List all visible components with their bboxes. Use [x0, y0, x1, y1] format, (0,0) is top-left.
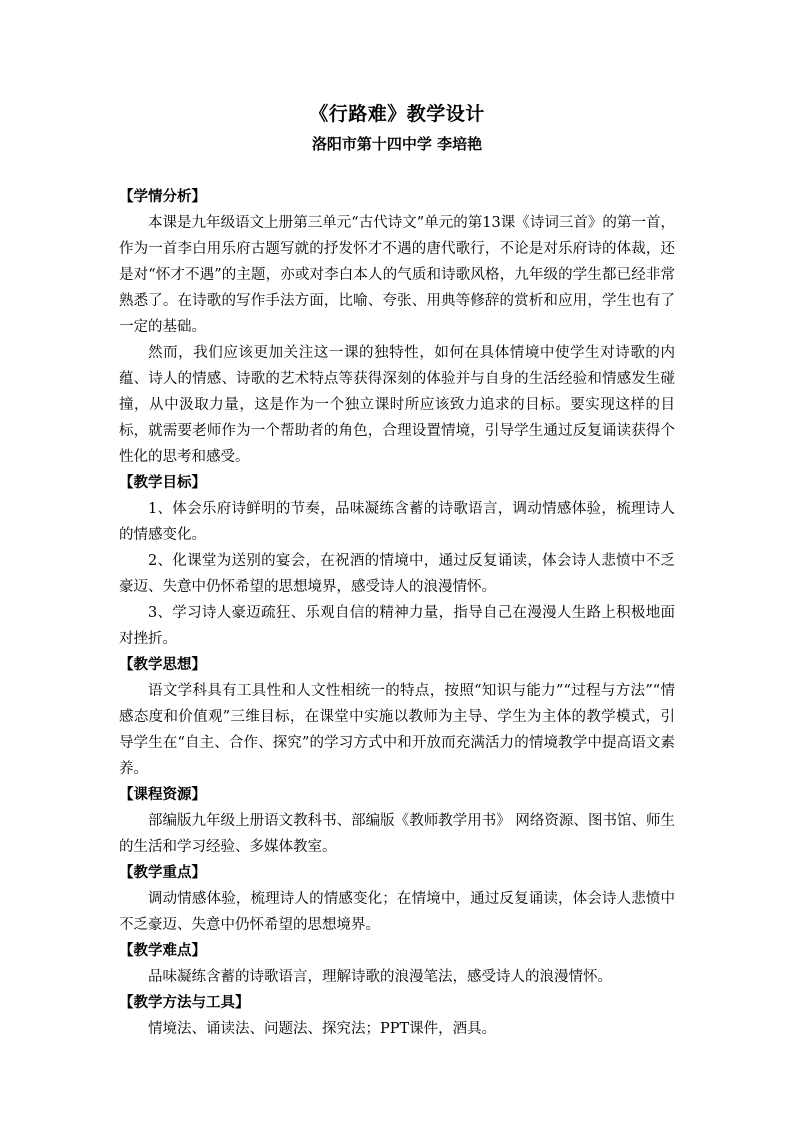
section-xueqing — [119, 184, 675, 470]
paragraph: 语文学科具有工具性和人文性相统一的特点，按照“知识与能力”“过程与方法”“情感态度和价值观”三维目标，在课堂中实施以教师为主导、学生为主体的教学模式，引导学生在“自主、合作、探究”的学习方式中和开放而充满活力的情境教学中提高语文素养。 — [119, 683, 675, 777]
section-heading: 【学情分析】 — [119, 188, 206, 205]
document-title: 《行路难》教学设计 — [309, 103, 485, 125]
paragraph: 情境法、诵读法、问题法、探究法；PPT课件，酒具。 — [148, 1021, 497, 1037]
section-mubiao — [119, 470, 675, 652]
document-body — [119, 184, 675, 1042]
section-sixiang — [119, 652, 675, 782]
section-nandian — [119, 938, 675, 990]
section-heading: 【教学方法与工具】 — [119, 994, 250, 1011]
section-ziyuan — [119, 782, 675, 860]
paragraph: 调动情感体验，梳理诗人的情感变化；在情境中，通过反复诵读，体会诗人悲愤中不乏豪迈、失意中仍怀希望的思想境界。 — [119, 891, 675, 933]
paragraph: 部编版九年级上册语文教科书、部编版《教师教学用书》 网络资源、图书馆、师生的生活和学习经验、多媒体教室。 — [119, 813, 675, 855]
section-fangfa — [119, 990, 675, 1042]
paragraph: 本课是九年级语文上册第三单元“古代诗文”单元的第13课《诗词三首》的第一首，作为一首李白用乐府古题写就的抒发怀才不遇的唐代歌行，不论是对乐府诗的体裁，还是对“怀才不遇”的主题，亦或对李白本人的气质和诗歌风格，九年级的学生都已经非常熟悉了。在诗歌的写作手法方面，比喻、夸张、用典等修辞的赏析和应用，学生也有了一定的基础。 — [119, 215, 675, 335]
paragraph: 1、体会乐府诗鲜明的节奏，品味凝练含蓄的诗歌语言，调动情感体验，梳理诗人的情感变化。 — [119, 501, 675, 543]
section-heading: 【课程资源】 — [119, 786, 206, 803]
section-heading: 【教学思想】 — [119, 656, 206, 673]
paragraph: 2、化课堂为送别的宴会，在祝酒的情境中，通过反复诵读，体会诗人悲愤中不乏豪迈、失意中仍怀希望的思想境界，感受诗人的浪漫情怀。 — [119, 553, 675, 595]
paragraph: 品味凝练含蓄的诗歌语言，理解诗歌的浪漫笔法，感受诗人的浪漫情怀。 — [148, 969, 612, 985]
author-line: 洛阳市第十四中学 李培艳 — [311, 135, 483, 153]
paragraph: 3、学习诗人豪迈疏狂、乐观自信的精神力量，指导自己在漫漫人生路上积极地面对挫折。 — [119, 605, 675, 647]
section-zhongdian — [119, 860, 675, 938]
section-heading: 【教学重点】 — [119, 864, 206, 881]
section-heading: 【教学难点】 — [119, 942, 206, 959]
paragraph: 然而，我们应该更加关注这一课的独特性，如何在具体情境中使学生对诗歌的内蕴、诗人的情感、诗歌的艺术特点等获得深刻的体验并与自身的生活经验和情感发生碰撞，从中汲取力量，这是作为一个独立课时所应该致力追求的目标。要实现这样的目标，就需要老师作为一个帮助者的角色，合理设置情境，引导学生通过反复诵读获得个性化的思考和感受。 — [119, 345, 675, 465]
section-heading: 【教学目标】 — [119, 474, 206, 491]
